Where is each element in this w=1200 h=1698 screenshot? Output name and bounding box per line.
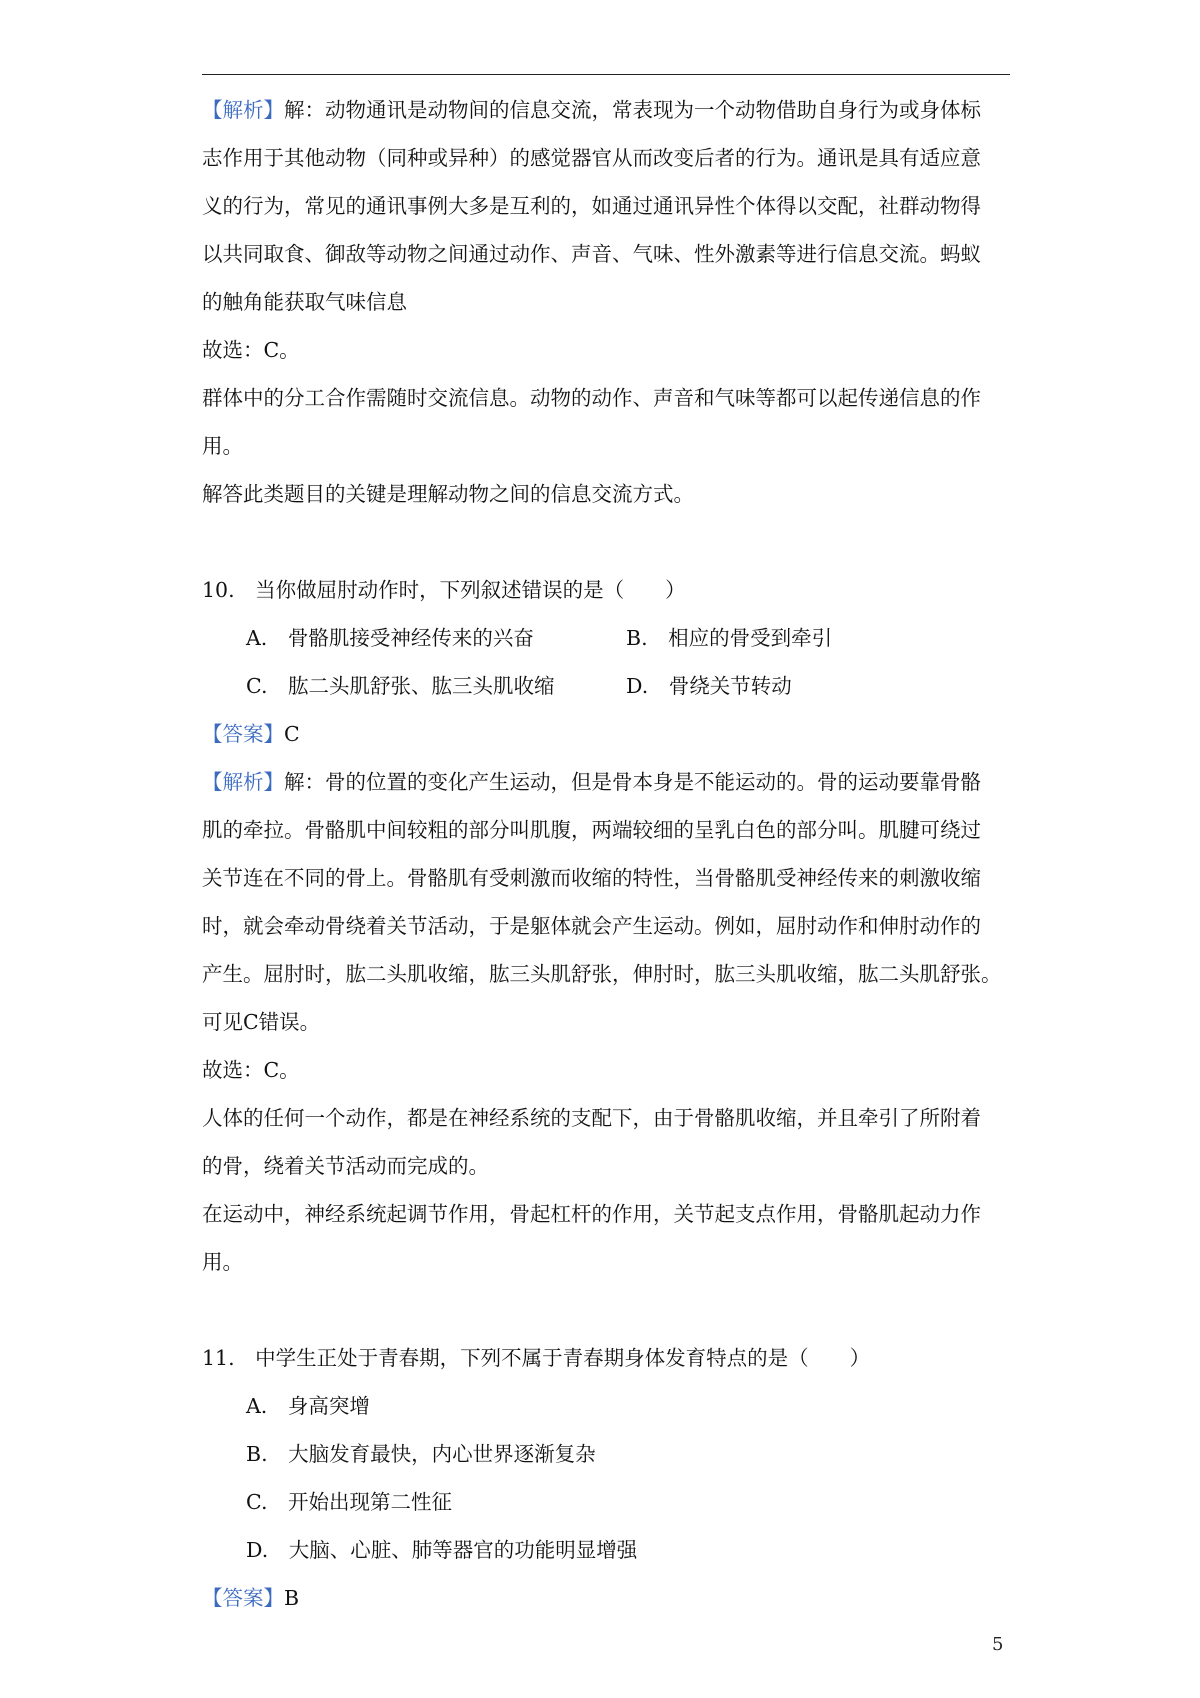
- question-10-point-2: 的骨，绕着关节活动而完成的。: [202, 1154, 489, 1178]
- question-11-stem: 11. 中学生正处于青春期，下列不属于青春期身体发育特点的是（ ）: [202, 1346, 871, 1370]
- option-c: C. 肱二头肌舒张、肱三头肌收缩: [246, 674, 555, 698]
- analysis-9-line-5: 的触角能获取气味信息: [202, 290, 407, 314]
- question-10-choice: 故选：C。: [202, 1058, 300, 1082]
- page-number: 5: [992, 1634, 1004, 1655]
- option-a: A. 骨骼肌接受神经传来的兴奋: [246, 626, 534, 650]
- option-c: C. 开始出现第二性征: [246, 1490, 452, 1514]
- answer-tag: 【答案】: [202, 1586, 284, 1610]
- option-d: D. 大脑、心脏、肺等器官的功能明显增强: [246, 1538, 638, 1562]
- question-10-point-1: 人体的任何一个动作，都是在神经系统的支配下，由于骨骼肌收缩，并且牵引了所附着: [202, 1106, 981, 1130]
- analysis-9-line-3: 义的行为，常见的通讯事例大多是互利的，如通过通讯异性个体得以交配，社群动物得: [202, 194, 981, 218]
- analysis-9-choice: 故选：C。: [202, 338, 300, 362]
- question-10-stem: 10. 当你做屈肘动作时，下列叙述错误的是（ ）: [202, 578, 686, 602]
- question-10-answer: 【答案】C: [202, 722, 300, 746]
- spacer: [202, 1286, 1012, 1334]
- question-10-analysis-line-6: 可见C错误。: [202, 1010, 321, 1034]
- analysis-9-point-1: 群体中的分工合作需随时交流信息。动物的动作、声音和气味等都可以起传递信息的作: [202, 386, 981, 410]
- analysis-9-line-2: 志作用于其他动物（同种或异种）的感觉器官从而改变后者的行为。通讯是具有适应意: [202, 146, 981, 170]
- question-11-answer: 【答案】B: [202, 1586, 300, 1610]
- answer-tag: 【答案】: [202, 722, 284, 746]
- header-rule: [202, 74, 1010, 75]
- option-b: B. 大脑发育最快，内心世界逐渐复杂: [246, 1442, 596, 1466]
- question-10-analysis-line-3: 关节连在不同的骨上。骨骼肌有受刺激而收缩的特性，当骨骼肌受神经传来的刺激收缩: [202, 866, 981, 890]
- question-10-analysis-line-5: 产生。屈肘时，肱二头肌收缩，肱三头肌舒张，伸肘时，肱三头肌收缩，肱二头肌舒张。: [202, 962, 1002, 986]
- option-b: B. 相应的骨受到牵引: [626, 626, 833, 650]
- analysis-9-line-4: 以共同取食、御敌等动物之间通过动作、声音、气味、性外激素等进行信息交流。蚂蚁: [202, 242, 981, 266]
- question-10-options-row-1: [202, 614, 1012, 662]
- question-10-options-row-2: [202, 662, 1012, 710]
- question-10-summary-2: 用。: [202, 1250, 243, 1274]
- analysis-9-point-2: 用。: [202, 434, 243, 458]
- analysis-tag: 【解析】: [202, 98, 284, 122]
- question-10-analysis-line-2: 肌的牵拉。骨骼肌中间较粗的部分叫肌腹，两端较细的呈乳白色的部分叫。肌腱可绕过: [202, 818, 981, 842]
- option-d: D. 骨绕关节转动: [626, 674, 792, 698]
- spacer: [202, 518, 1012, 566]
- question-10-analysis-line-4: 时，就会牵动骨绕着关节活动，于是躯体就会产生运动。例如，屈肘动作和伸肘动作的: [202, 914, 981, 938]
- question-10-summary-1: 在运动中，神经系统起调节作用，骨起杠杆的作用，关节起支点作用，骨骼肌起动力作: [202, 1202, 981, 1226]
- question-10-analysis-line-1: 【解析】解：骨的位置的变化产生运动，但是骨本身是不能运动的。骨的运动要靠骨骼: [202, 770, 981, 794]
- analysis-9-summary: 解答此类题目的关键是理解动物之间的信息交流方式。: [202, 482, 694, 506]
- analysis-9-line-1: 【解析】解：动物通讯是动物间的信息交流，常表现为一个动物借助自身行为或身体标: [202, 98, 981, 122]
- option-a: A. 身高突增: [246, 1394, 370, 1418]
- document-body: [202, 86, 1012, 1622]
- analysis-tag: 【解析】: [202, 770, 284, 794]
